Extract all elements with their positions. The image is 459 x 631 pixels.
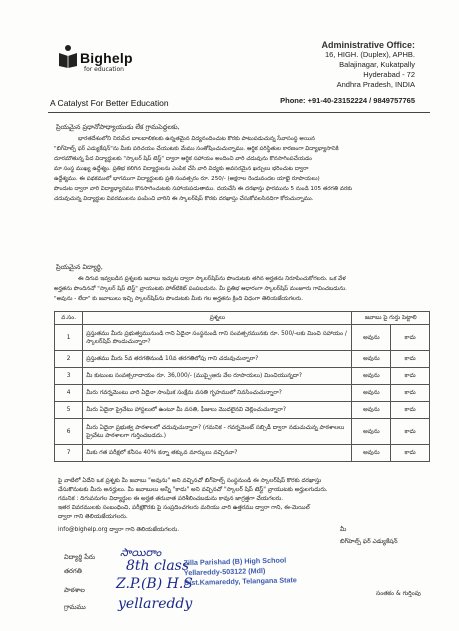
col-header-question: ప్రశ్నలు <box>83 312 352 325</box>
student-line: అర్హతను పొందినచో "స్కాలర్ షిప్ టెస్ట్" వ్రాయుటకు హాల్‌టికెట్ పంపబడును. మీ ప్రతిభ ఆధారంగా స్కాలర్‌షిప్ మంజూరు గావించబడును. <box>54 286 347 292</box>
intro-line: మా సంస్థ ముఖ్య ఉద్దేశ్యం. ప్రతిభ కలిగిన విద్యార్థులను ఎంపిక చేసి వారి విద్యకు అవసరమైన ఖర్చులు భరించుట ద్వారా <box>54 166 309 172</box>
stamp-line: Zilla Parishad (B) High School <box>183 555 287 568</box>
intro-line: ఉద్దేశ్యము. ఈ పథకములో భాగముగా విద్యార్థులకు ప్రతి సంవత్సరం రూ. 250/- (అక్షరాల రెండువందల యాభై రూపాయలు) <box>54 176 320 182</box>
row-number: 3 <box>55 368 83 385</box>
org-sign-prefix: మీ <box>340 526 347 533</box>
student-line: "అవును - లేదా" కు జవాబులు ఇచ్చి స్కాలర్‌షిప్‌ను పొందుటకు మీకు గల అర్హతను క్రింది విధంగా తెలియజేయగలరు. <box>54 296 304 302</box>
answer-yes[interactable]: అవును <box>352 419 391 445</box>
org-signature: బిగ్‌హెల్ప్ ఫర్ ఎడ్యుకేషన్ <box>340 538 398 545</box>
office-line: 16, HIGH. (Duplex), APHB. <box>324 50 415 59</box>
student-paragraph <box>54 274 430 304</box>
stamp-line: Dist.Kamareddy, Telangana State <box>184 575 297 588</box>
table-row <box>55 402 430 419</box>
school-value[interactable]: Z.P.(B) H.S <box>116 576 193 592</box>
row-number: 1 <box>55 325 83 351</box>
answer-no[interactable]: కాదు <box>391 419 430 445</box>
table-row <box>55 325 430 351</box>
row-question: మీరు ఏదైనా ప్రభుత్వ పాఠశాలలో చదువుచున్నారా? (గమనిక - గవర్నమెంట్ సబ్సిడీ ద్వారా నడుచుచున్న పాఠశాలలు ప్రైవేటు పాఠశాలగా గుర్తించబడదు.) <box>83 419 352 445</box>
intro-line: భారతదేశంలోని నిరుపేద బాలబాలికలకు ఉన్నతమైన విద్యనందించుట కొరకు పాటుపడుచున్న సేవాసంస్థ అయిన <box>78 136 315 142</box>
brand-subtitle: for education <box>84 66 124 73</box>
row-question: మీరు ఏదైనా ప్రైవేటు హాస్టలులో ఉంటూ మీ వసతి, ఫీజులు మొదలైనవి చెల్లించుచున్నారా? <box>83 402 352 419</box>
table-row <box>55 385 430 402</box>
questions-table <box>54 311 430 462</box>
table-row <box>55 351 430 368</box>
footer-line: చేసుకొనుటకు మీరు అనర్హులు. మీ జవాబులు అన్నీ "కాదు" అని వచ్చినచో "స్కాలర్ షిప్ టెస్ట్" వ్రాయుటకు అర్హులగుదురు. <box>58 487 328 493</box>
brand-name: Bighelp <box>80 50 133 66</box>
student-name-value[interactable]: సాయిరాం <box>120 546 162 559</box>
table-row <box>55 368 430 385</box>
answer-yes[interactable]: అవును <box>352 385 391 402</box>
footer-line: గమనిక : దిగువనుగల విద్యార్థుల ఈ అర్హత తరువాత పరిశీలించబడును కావున జాగ్రత్తగా చేయగలరు. <box>58 496 284 502</box>
class-label: తరగతి <box>64 567 82 575</box>
answer-no[interactable]: కాదు <box>391 402 430 419</box>
intro-line: పొందుట ద్వారా వారి విద్యాభ్యాసము కొనసాగించుటకు సహాయపడుతాము. దయచేసి ఈ దరఖాస్తు ఫారమును 5 నుండి 105 తరగతి వరకు <box>54 186 353 192</box>
answer-yes[interactable]: అవును <box>352 402 391 419</box>
row-question: ప్రస్తుతము మీరు 5వ తరగతినుండి 10వ తరగతిలోపు గాని చదువుచున్నారా? <box>83 351 352 368</box>
office-heading: Administrative Office: <box>321 40 415 50</box>
intro-salutation: ప్రియమైన ప్రధానోపాధ్యాయుడు లేక గ్రామపెద్దలకు, <box>56 123 180 131</box>
place-value[interactable]: yellareddy <box>118 596 193 612</box>
place-label: గ్రామము <box>64 603 86 611</box>
row-number: 7 <box>55 445 83 462</box>
office-address <box>275 40 415 105</box>
footer-notes <box>58 477 430 522</box>
office-line: Andhra Pradesh, INDIA <box>336 80 415 89</box>
footer-line: పై వాటిలో ఏదేని ఒక ప్రశ్నకు మీ జవాబు "అవును" అని వచ్చినచో బిగ్‌హెల్ప్ సంస్థనుండి ఈ స్కాలర్‌షిప్ కొరకు దరఖాస్తు <box>58 478 322 484</box>
row-question: మీకు గత పరీక్షలో కనీసం 40% కన్నా తక్కువ మార్కులు వచ్చినవా? <box>83 445 352 462</box>
student-salutation: ప్రియమైన విద్యార్థి, <box>56 263 103 271</box>
row-number: 2 <box>55 351 83 368</box>
footer-line: ఇతర వివరములకు సంబంధించి, పరీక్షకొరకు పై సంప్రదించగలరు మరియు వారి ఉత్తరము ద్వారా గాని, ఈ-మెయిల్ <box>58 505 310 511</box>
header-divider <box>48 112 430 113</box>
tagline: A Catalyst For Better Education <box>50 98 169 108</box>
row-number: 4 <box>55 385 83 402</box>
school-stamp <box>183 554 352 600</box>
intro-line: దూరమౌతున్న పేద విద్యార్థులకు "స్కాలర్ షిప్ టెస్ట్" ద్వారా ఆర్థిక సహాయం అందించి వారి చదువును కొనసాగింపచేయడం <box>54 156 312 162</box>
answer-no[interactable]: కాదు <box>391 385 430 402</box>
intro-paragraph <box>54 134 430 204</box>
student-line: ఈ దిగువ ఇవ్వబడిన ప్రశ్నలకు జవాబు ఇచ్చుట ద్వారా స్కాలర్‌షిప్‌ను పొందుటకు తగిన అర్హతను నిరూపించుకోగలరు. ఒక వేళ <box>78 276 346 282</box>
office-phone: Phone: +91-40-23152224 / 9849757765 <box>280 96 415 105</box>
footer-email: info@bighelp.org ద్వారా గాని తెలియజేయగలరు. <box>58 527 180 533</box>
answer-yes[interactable]: అవును <box>352 445 391 462</box>
row-number: 5 <box>55 402 83 419</box>
school-label: పాఠశాల <box>64 586 85 594</box>
row-question: మీరు గవర్నమెంటు వారి ఏదైనా సాంఘిక సంక్షేమ వసతి గృహములో నివసించుచున్నారా? <box>83 385 352 402</box>
intro-line: "బిగ్‌హెల్ప్ ఫర్ ఎడ్యుకేషన్"ను మీకు పరిచయం చేయుటకు మేము సంతోషించుచున్నాము. ఆర్థిక పరిస్థితుల కారణంగా విద్యాభ్యాసానికి <box>54 146 339 152</box>
answer-no[interactable]: కాదు <box>391 368 430 385</box>
answer-no[interactable]: కాదు <box>391 445 430 462</box>
footer-line: ద్వారా గాని తెలియజేయగలరు. <box>58 514 128 520</box>
answer-yes[interactable]: అవును <box>352 351 391 368</box>
hm-signature-label: సంతకం & గుర్తింపు <box>376 590 421 597</box>
row-number: 6 <box>55 419 83 445</box>
office-line: Hyderabad - 72 <box>363 70 415 79</box>
row-question: ప్రస్తుతము మీరు ప్రభుత్వమునుండి గాని ఏదైనా సంస్థనుండి గాని సంవత్సరమునకు రూ. 500/-లకు మించి సహాయం / స్కాలర్‌షిప్ పొందుచున్నారా? <box>83 325 352 351</box>
col-header-answer: జవాబు పై గుర్తు పెట్టాలి <box>352 312 430 325</box>
row-question: మీ కుటుంబ సంవత్సరాదాయం రూ. 36,000/- (ముప్పైఆరు వేల రూపాయలు) మించియున్నదా? <box>83 368 352 385</box>
student-name-label: విద్యార్థి పేరు <box>64 553 96 561</box>
stamp-line: Yellareddy-503122 (Mdl) <box>183 566 266 578</box>
answer-no[interactable]: కాదు <box>391 325 430 351</box>
table-header-row <box>55 312 430 325</box>
answer-yes[interactable]: అవును <box>352 325 391 351</box>
answer-yes[interactable]: అవును <box>352 368 391 385</box>
book-logo-icon <box>58 44 78 68</box>
col-header-number: వ.సం. <box>55 312 83 325</box>
class-value[interactable]: 8th class <box>126 558 190 574</box>
office-line: Balajinagar, Kukatpally <box>339 60 415 69</box>
answer-no[interactable]: కాదు <box>391 351 430 368</box>
table-row <box>55 445 430 462</box>
intro-line: చదువుచున్న విద్యార్థుల వివరములను పంపించి వారిని ఈ స్కాలర్‌షిప్ కొరకు దరఖాస్తు చేసుకోవలసినదిగా కోరుచున్నాము. <box>54 196 314 202</box>
table-row <box>55 419 430 445</box>
